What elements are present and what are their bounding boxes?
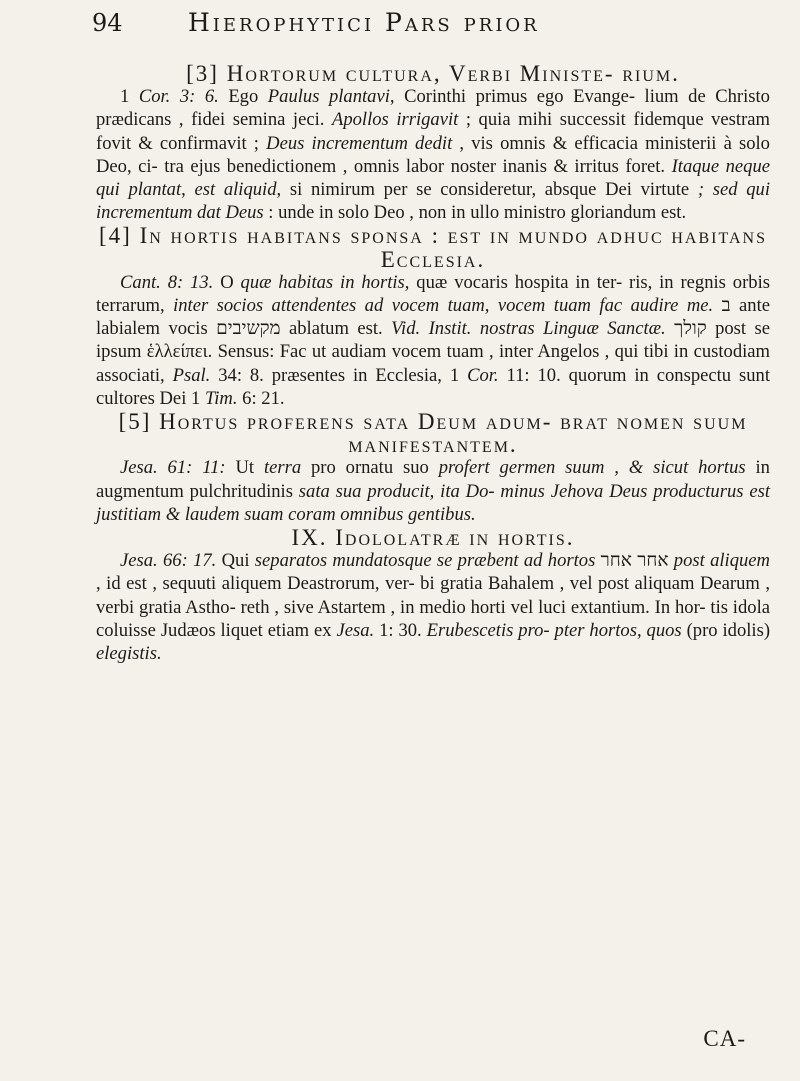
italic-span: ; sed qui incrementum dat Deus: [96, 179, 770, 224]
italic-span: profert germen suum , & sicut hortus: [438, 457, 746, 479]
running-head: Hierophytici Pars prior: [188, 8, 540, 37]
catchword: CA-: [703, 1026, 746, 1051]
italic-span: Apollos irrigavit: [331, 109, 459, 131]
text-span: ב ante labialem vocis מקשיבים ablatum est.: [96, 295, 770, 340]
section-heading-5: [5] Hortus proferens sata Deum adum- brat nomen suum manifestantem.: [118, 409, 748, 458]
italic-span: Deus incrementum dedit: [266, 132, 453, 154]
italic-span: Psal.: [172, 364, 211, 386]
text-span: : unde in solo Deo , non in ullo ministro gloriandum est.: [263, 202, 687, 224]
text-span: אחר אחר: [595, 550, 674, 572]
text-span: Ut: [225, 457, 264, 479]
scripture-ref: Jesa. 61: 11:: [120, 457, 226, 479]
page-number: 94: [92, 9, 123, 37]
paragraph-5: [96, 456, 770, 526]
italic-span: sata sua producit, ita Do- minus Jehova Deus producturus est justitiam & laudem suam coram omnibus gentibus.: [96, 480, 770, 525]
text-span: קולך post se ipsum ἑλλείπει. Sensus: Fac ut audiam vocem tuam , inter Angelos , qui tibi in custodiam associati,: [96, 318, 770, 386]
text-span: ; quia mihi successit fidemque vestram fovit & confirmavit ;: [96, 109, 770, 154]
text-span: 34: 8. præsentes in Ecclesia, 1: [210, 364, 468, 386]
italic-span: separatos mundatosque se præbent ad hortos: [254, 550, 596, 572]
paragraph-3: [96, 85, 770, 224]
italic-span: quos: [646, 619, 682, 641]
text-span: , si nimirum per se consideretur, absque Dei virtute: [276, 179, 698, 201]
text-span: , vis omnis & efficacia ministerii à solo Deo, ci- tra ejus benedictionem , omnis labor noster inanis & irritus foret.: [96, 132, 770, 177]
section-heading-9: IX. Idololatræ in hortis.: [291, 525, 575, 551]
text-span: in augmentum pulchritudinis: [96, 457, 770, 502]
italic-span: Tim.: [204, 387, 238, 409]
text-span: , quæ vocaris hospita in ter- ris, in regnis orbis terrarum,: [96, 271, 770, 317]
page-header: [92, 8, 740, 37]
text-span: (pro idolis): [681, 619, 771, 641]
text-span: 11: 10. quorum in conspectu sunt cultores Dei 1: [96, 364, 771, 409]
italic-span: Vid. Instit. nostras Linguæ Sanctæ.: [391, 318, 666, 340]
italic-span: terra: [263, 457, 302, 479]
italic-span: Itaque neque qui plantat: [96, 155, 770, 201]
italic-span: inter socios attendentes ad vocem tuam, vocem tuam fac audire me.: [173, 295, 714, 317]
section-heading-3: [3] Hortorum cultura, Verbi Ministe- rium.: [186, 61, 680, 86]
text-span: , Corinthi primus ego Evange- lium de Christo prædicans , fidei semina jeci.: [96, 86, 770, 131]
text-span: Qui: [216, 550, 255, 572]
text-span: 1: 30.: [374, 619, 427, 641]
paragraph-4: [96, 271, 770, 410]
italic-span: elegistis.: [96, 643, 162, 665]
scripture-ref: Jesa. 66: 17.: [120, 550, 217, 572]
text-span: pro ornatu suo: [301, 457, 439, 479]
italic-span: est aliquid: [194, 179, 277, 201]
text-span: , id est , sequuti aliquem Deastrorum, ver- bi gratia Bahalem , vel post aliquam Dearum , verbi gratia Astho- reth , sive Astartem , in medio horti vel luci extantium. In hor- tis idola coluisse Judæos liquet etiam ex: [96, 573, 770, 641]
italic-span: Paulus plantavi: [267, 86, 390, 108]
lead-number: 1: [120, 86, 139, 108]
italic-span: Cor.: [467, 364, 499, 386]
text-span: Ego: [218, 86, 268, 108]
section-heading-4: [4] In hortis habitans sponsa : est in mundo adhuc habitans Ecclesia.: [99, 223, 767, 272]
text-span: ,: [636, 619, 647, 641]
italic-span: Erubescetis pro- pter hortos: [426, 619, 637, 641]
italic-span: post aliquem: [673, 550, 770, 572]
text-span: O: [213, 271, 241, 293]
italic-span: Jesa.: [336, 619, 375, 641]
text-span: 6: 21.: [237, 387, 285, 409]
paragraph-9: [96, 549, 770, 665]
text-span: ,: [181, 179, 195, 201]
scripture-ref: Cant. 8: 13.: [120, 271, 214, 293]
body-text: [96, 62, 770, 665]
italic-span: quæ habitas in hortis: [240, 271, 405, 293]
scripture-ref: Cor. 3: 6.: [138, 86, 219, 108]
